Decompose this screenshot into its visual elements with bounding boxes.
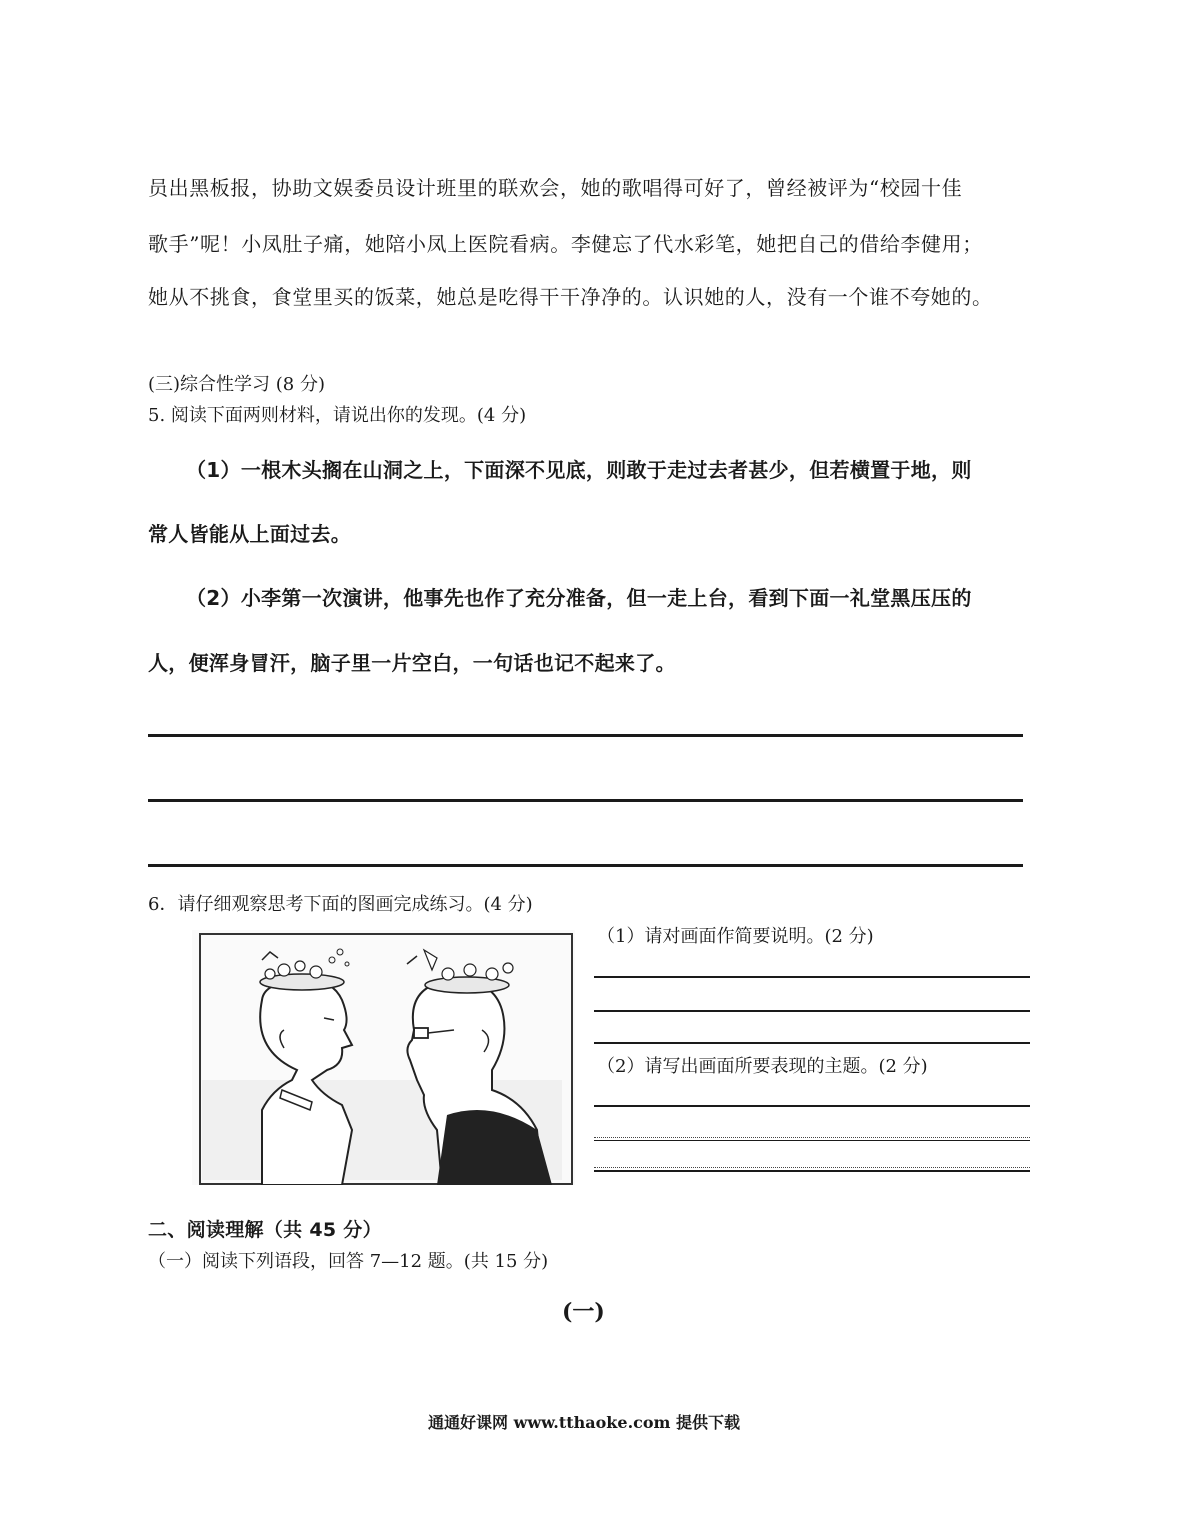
question-6-sub-1: （1）请对画面作简要说明。(2 分)	[597, 926, 874, 947]
material-2-line-2: 人，便浑身冒汗，脑子里一片空白，一句话也记不起来了。	[148, 651, 676, 675]
answer-line[interactable]	[594, 1042, 1030, 1044]
answer-line[interactable]	[148, 734, 1023, 737]
question-6-prompt: 6．请仔细观察思考下面的图画完成练习。(4 分)	[148, 894, 533, 915]
passage-line-1: 员出黑板报，协助文娱委员设计班里的联欢会，她的歌唱得可好了，曾经被评为“校园十佳	[148, 176, 963, 200]
answer-line[interactable]	[594, 1170, 1030, 1172]
section-heading: (三)综合性学习 (8 分)	[148, 374, 325, 395]
footer-text: 通通好课网 www.tthaoke.com 提供下载	[428, 1413, 741, 1432]
passage-line-3: 她从不挑食，食堂里买的饭菜，她总是吃得干干净净的。认识她的人，没有一个谁不夸她的。	[148, 285, 993, 309]
part-2-sub-heading: （一）阅读下列语段，回答 7—12 题。(共 15 分)	[148, 1251, 549, 1272]
material-1-line-1: （1）一根木头搁在山洞之上，下面深不见底，则敢于走过去者甚少，但若横置于地，则	[186, 458, 972, 482]
passage-title: (一)	[562, 1299, 605, 1325]
answer-line[interactable]	[594, 1167, 1030, 1168]
part-2-heading: 二、阅读理解（共 45 分）	[148, 1219, 382, 1241]
answer-line[interactable]	[148, 864, 1023, 867]
answer-line[interactable]	[594, 1137, 1030, 1138]
answer-line[interactable]	[594, 1010, 1030, 1012]
answer-line[interactable]	[594, 976, 1030, 978]
material-1-line-2: 常人皆能从上面过去。	[148, 522, 351, 546]
question-5-prompt: 5. 阅读下面两则材料，请说出你的发现。(4 分)	[148, 405, 527, 426]
passage-line-2: 歌手”呢！小凤肚子痛，她陪小凤上医院看病。李健忘了代水彩笔，她把自己的借给李健用；	[148, 232, 983, 256]
answer-line[interactable]	[148, 799, 1023, 802]
cartoon-illustration	[192, 930, 575, 1185]
answer-line[interactable]	[594, 1140, 1030, 1141]
question-6-sub-2: （2）请写出画面所要表现的主题。(2 分)	[597, 1056, 928, 1077]
answer-line[interactable]	[594, 1105, 1030, 1107]
material-2-line-1: （2）小李第一次演讲，他事先也作了充分准备，但一走上台，看到下面一礼堂黑压压的	[186, 586, 972, 610]
